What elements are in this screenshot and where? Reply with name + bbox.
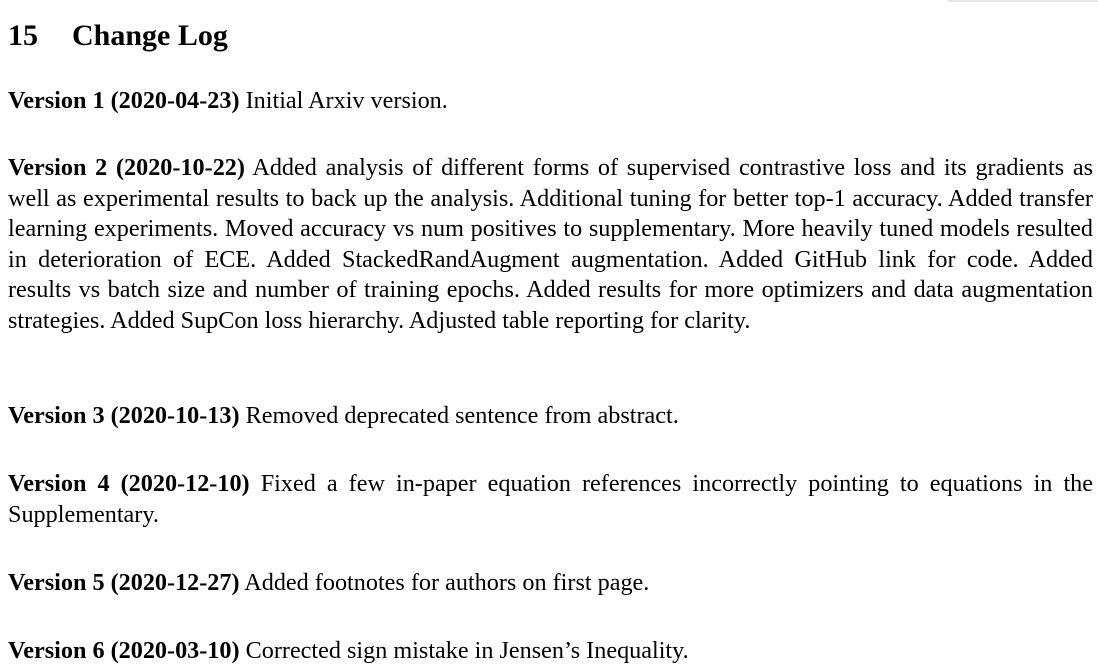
entry-text: Corrected sign mistake in Jensen’s Inequality. bbox=[245, 637, 689, 664]
entry-label: Version 1 (2020-04-23) bbox=[8, 87, 240, 114]
changelog-entry-version-2 bbox=[8, 153, 1093, 337]
changelog-entry-version-5 bbox=[8, 568, 1093, 599]
entry-label: Version 6 (2020-03-10) bbox=[8, 637, 240, 664]
entry-label: Version 4 (2020-12-10) bbox=[8, 470, 250, 497]
entry-text: Added analysis of different forms of supervised contrastive loss and its gradients as well as experimental results to back up the analysis. Additional tuning for better top-1 accuracy. Added transfer learning experiments. Moved accuracy vs num positives to supplementary. More heavily tuned models resulted in deterioration of ECE. Added StackedRandAugment augmentation. Added GitHub link for code. Added results vs batch size and number of training epochs. Added results for more optimizers and data augmentation strategies. Added SupCon loss hierarchy. Adjusted table reporting for clarity. bbox=[8, 154, 1093, 334]
entry-text: Removed deprecated sentence from abstract. bbox=[245, 402, 679, 429]
changelog-entry-version-1 bbox=[8, 86, 1093, 117]
entry-label: Version 5 (2020-12-27) bbox=[8, 569, 240, 596]
top-edge-rule bbox=[948, 0, 1098, 2]
entry-label: Version 2 (2020-10-22) bbox=[8, 154, 245, 181]
changelog-entry-version-6 bbox=[8, 636, 1093, 667]
entry-text: Initial Arxiv version. bbox=[245, 87, 448, 114]
section-number: 15 bbox=[8, 19, 38, 52]
changelog-entry-version-4 bbox=[8, 469, 1093, 530]
entry-label: Version 3 (2020-10-13) bbox=[8, 402, 240, 429]
section-heading bbox=[8, 16, 228, 56]
changelog-entry-version-3 bbox=[8, 401, 1093, 432]
section-title: Change Log bbox=[72, 19, 228, 52]
entry-text: Added footnotes for authors on first page. bbox=[244, 569, 650, 596]
entry-text: Fixed a few in-paper equation references incorrectly pointing to equations in the Supplementary. bbox=[8, 470, 1094, 528]
